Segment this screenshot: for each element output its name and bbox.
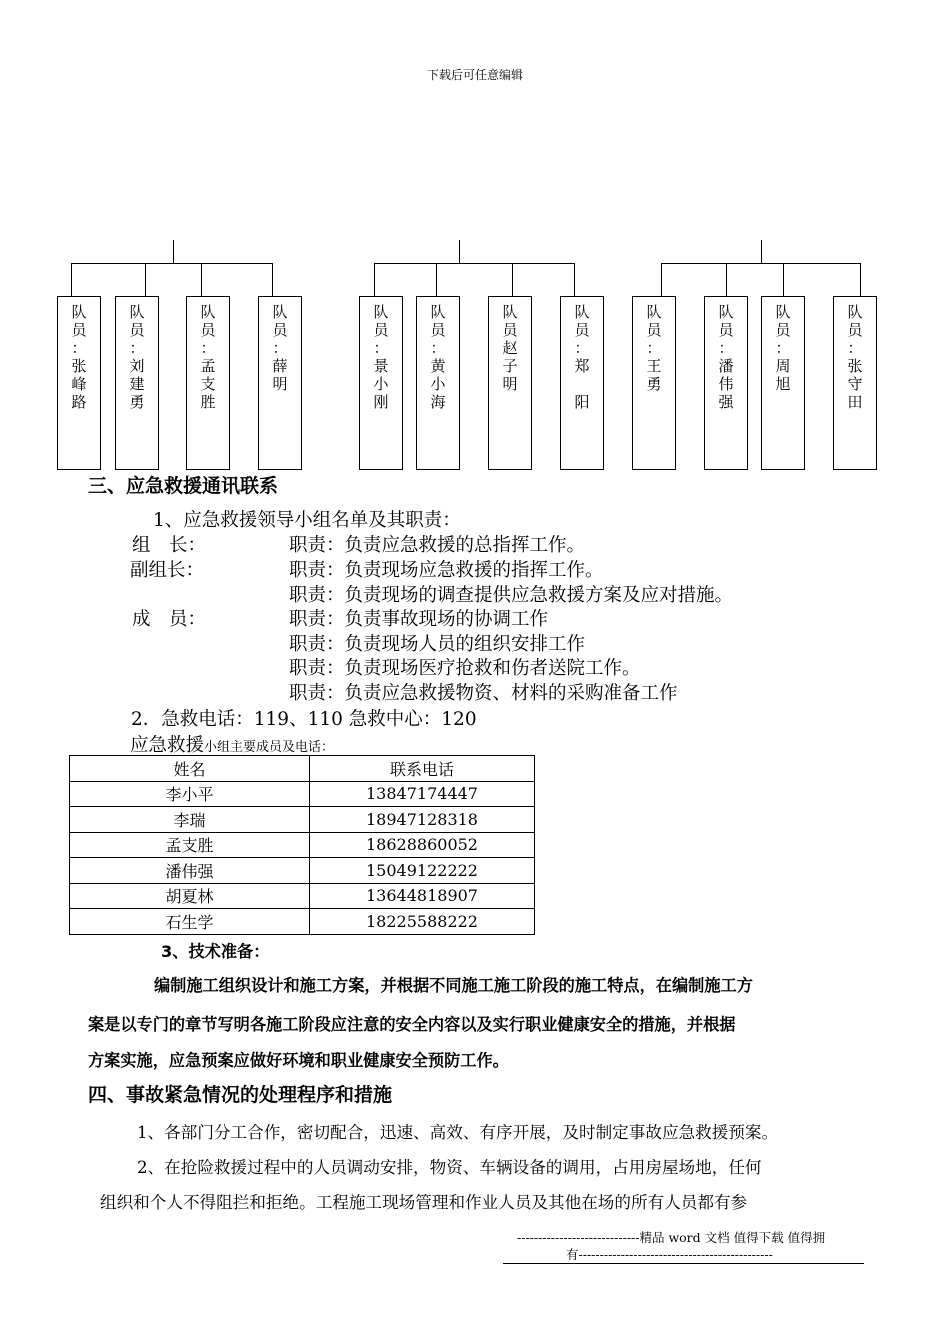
subheading: 1、应急救援领导小组名单及其职责： (153, 510, 461, 531)
member-role (502, 303, 517, 339)
vertical-char: ： (129, 339, 145, 357)
cell-name: 李瑞 (70, 807, 310, 833)
member-name (646, 357, 661, 393)
vertical-char: 守 (847, 375, 863, 393)
vertical-char: 员 (775, 321, 791, 339)
member-name (775, 357, 790, 393)
duty-text: 职责：负责现场医疗抢救和伤者送院工作。 (289, 658, 641, 679)
vertical-char: 队 (574, 303, 590, 321)
vertical-char: ： (775, 339, 791, 357)
vertical-char: 赵 (502, 339, 518, 357)
member-role (373, 303, 388, 357)
contacts-table (69, 755, 535, 935)
table-row (70, 909, 535, 935)
duty-text: 职责：负责应急救援的总指挥工作。 (289, 535, 586, 556)
member-box (488, 296, 532, 470)
vertical-char: ： (373, 339, 389, 357)
vertical-char: 孟 (200, 357, 216, 375)
vertical-char: 支 (200, 375, 216, 393)
vertical-char: 峰 (71, 375, 87, 393)
member-box (560, 296, 604, 470)
vertical-char: 队 (71, 303, 87, 321)
table-caption (130, 731, 334, 757)
paragraph-line: 2、在抢险救援过程中的人员调动安排，物资、车辆设备的调用，占用房屋场地，任何 (137, 1158, 762, 1177)
member-name (718, 357, 733, 411)
vertical-char: 旭 (775, 375, 791, 393)
footer-text: -----------------------------精品 word 文档 值得下载 值得拥 (517, 1230, 826, 1245)
member-box (57, 296, 101, 470)
table-caption-large: 应急救援 (130, 735, 205, 756)
table-row (70, 858, 535, 884)
connector-line (173, 240, 174, 264)
connector-line (661, 263, 861, 264)
table-header-row (70, 756, 535, 782)
duty-text: 职责：负责现场应急救援的指挥工作。 (289, 560, 604, 581)
member-role (847, 303, 862, 357)
member-role (574, 303, 589, 357)
member-box (416, 296, 460, 470)
header-note: 下载后可任意编辑 (426, 68, 523, 82)
cell-name: 胡夏林 (70, 883, 310, 909)
member-box (359, 296, 403, 470)
vertical-char: 员 (71, 321, 87, 339)
member-box (761, 296, 805, 470)
table-row (70, 807, 535, 833)
vertical-char: ： (847, 339, 863, 357)
member-role (272, 303, 287, 357)
table-row (70, 883, 535, 909)
connector-line (272, 263, 273, 296)
vertical-char: 伟 (718, 375, 734, 393)
cell-name: 孟支胜 (70, 832, 310, 858)
member-box (115, 296, 159, 470)
cell-phone: 13644818907 (310, 883, 535, 909)
connector-line (574, 263, 575, 296)
duty-role: 组 长： (132, 535, 207, 556)
member-name (847, 357, 862, 411)
cell-phone: 18225588222 (310, 909, 535, 935)
column-header-name: 姓名 (70, 756, 310, 782)
emergency-phones: 2．急救电话：119、110 急救中心：120 (131, 709, 477, 730)
vertical-char: 员 (272, 321, 288, 339)
vertical-char: 员 (373, 321, 389, 339)
vertical-char: 张 (847, 357, 863, 375)
paragraph-line: 1、各部门分工合作，密切配合，迅速、高效、有序开展，及时制定事故应急救援预案。 (137, 1123, 779, 1142)
vertical-char: 田 (847, 393, 863, 411)
connector-line (783, 263, 784, 296)
vertical-char: ： (646, 339, 662, 357)
member-name (200, 357, 215, 411)
connector-line (374, 263, 375, 296)
member-name (129, 357, 144, 411)
member-role (646, 303, 661, 357)
member-name (430, 357, 445, 411)
member-role (71, 303, 86, 357)
vertical-char: 员 (718, 321, 734, 339)
vertical-char: 张 (71, 357, 87, 375)
vertical-char: 员 (646, 321, 662, 339)
vertical-char: 员 (502, 321, 518, 339)
cell-name: 李小平 (70, 781, 310, 807)
vertical-char: 薛 (272, 357, 288, 375)
vertical-char: 子 (502, 357, 518, 375)
table-row (70, 832, 535, 858)
vertical-char: 队 (775, 303, 791, 321)
vertical-char: 队 (847, 303, 863, 321)
column-header-phone: 联系电话 (310, 756, 535, 782)
vertical-char: 员 (129, 321, 145, 339)
vertical-char: ： (430, 339, 446, 357)
vertical-char: ： (71, 339, 87, 357)
connector-line (71, 263, 72, 296)
cell-name: 石生学 (70, 909, 310, 935)
vertical-char: 景 (373, 357, 389, 375)
paragraph-line: 编制施工组织设计和施工方案，并根据不同施工施工阶段的施工特点，在编制施工方 (154, 976, 753, 995)
cell-phone: 18947128318 (310, 807, 535, 833)
member-role (718, 303, 733, 357)
member-name (502, 339, 517, 393)
vertical-char: 刚 (373, 393, 389, 411)
duty-text: 职责：负责现场的调查提供应急救援方案及应对措施。 (289, 585, 734, 606)
member-role (200, 303, 215, 357)
cell-name: 潘伟强 (70, 858, 310, 884)
member-box (833, 296, 877, 470)
paragraph-line: 组织和个人不得阻拦和拒绝。工程施工现场管理和作业人员及其他在场的所有人员都有参 (100, 1193, 748, 1212)
vertical-char: 队 (502, 303, 518, 321)
connector-line (374, 263, 575, 264)
vertical-char: 队 (373, 303, 389, 321)
vertical-char: ： (718, 339, 734, 357)
member-role (430, 303, 445, 357)
footer-rule (503, 1263, 864, 1264)
connector-line (726, 263, 727, 296)
vertical-char: 小 (373, 375, 389, 393)
connector-line (761, 240, 762, 264)
member-role (129, 303, 144, 357)
vertical-char: 明 (502, 375, 518, 393)
member-box (258, 296, 302, 470)
member-name (272, 357, 287, 393)
vertical-char: 队 (129, 303, 145, 321)
connector-line (860, 263, 861, 296)
connector-line (661, 263, 662, 296)
member-name (373, 357, 388, 411)
member-box (186, 296, 230, 470)
vertical-char: 刘 (129, 357, 145, 375)
vertical-char: 潘 (718, 357, 734, 375)
vertical-char: 队 (200, 303, 216, 321)
vertical-char: 队 (272, 303, 288, 321)
connector-line (71, 263, 273, 264)
duty-role: 成 员： (132, 609, 207, 630)
vertical-char: 队 (718, 303, 734, 321)
vertical-char: 员 (847, 321, 863, 339)
vertical-char: 王 (646, 357, 662, 375)
duty-text: 职责：负责事故现场的协调工作 (289, 609, 549, 630)
vertical-char: ： (200, 339, 216, 357)
vertical-char: 周 (775, 357, 791, 375)
vertical-char: ： (272, 339, 288, 357)
table-caption-small: 小组主要成员及电话： (204, 740, 335, 755)
vertical-char: 强 (718, 393, 734, 411)
member-box (704, 296, 748, 470)
cell-phone: 13847174447 (310, 781, 535, 807)
duty-text: 职责：负责现场人员的组织安排工作 (289, 634, 586, 655)
connector-line (436, 263, 437, 296)
paragraph-line: 案是以专门的章节写明各施工阶段应注意的安全内容以及实行职业健康安全的措施，并根据 (88, 1015, 736, 1034)
vertical-char: 队 (646, 303, 662, 321)
table-row (70, 781, 535, 807)
cell-phone: 18628860052 (310, 832, 535, 858)
connector-line (145, 263, 146, 296)
paragraph-line: 方案实施，应急预案应做好环境和职业健康安全预防工作。 (88, 1051, 509, 1070)
vertical-char: ： (574, 339, 590, 357)
connector-line (512, 263, 513, 296)
connector-line (459, 240, 460, 264)
vertical-char: 阳 (574, 393, 590, 411)
vertical-char: 小 (430, 375, 446, 393)
duty-role: 副组长： (130, 560, 205, 581)
subheading: 3、技术准备： (161, 942, 270, 961)
vertical-char: 建 (129, 375, 145, 393)
member-name (574, 357, 589, 411)
vertical-char: 路 (71, 393, 87, 411)
vertical-char: 勇 (646, 375, 662, 393)
member-role (775, 303, 790, 357)
vertical-char: 员 (574, 321, 590, 339)
member-name (71, 357, 86, 411)
section-heading: 四、事故紧急情况的处理程序和措施 (88, 1084, 393, 1106)
vertical-char: 勇 (129, 393, 145, 411)
vertical-char: 郑 (574, 357, 590, 375)
member-box (632, 296, 676, 470)
vertical-char (574, 375, 589, 393)
vertical-char: 员 (200, 321, 216, 339)
cell-phone: 15049122222 (310, 858, 535, 884)
connector-line (201, 263, 202, 296)
section-heading: 三、应急救援通讯联系 (88, 475, 279, 497)
vertical-char: 员 (430, 321, 446, 339)
vertical-char: 黄 (430, 357, 446, 375)
footer-text: 有---------------------------------------------- (566, 1247, 773, 1262)
vertical-char: 明 (272, 375, 288, 393)
vertical-char: 海 (430, 393, 446, 411)
vertical-char: 胜 (200, 393, 216, 411)
duty-text: 职责：负责应急救援物资、材料的采购准备工作 (289, 683, 678, 704)
vertical-char: 队 (430, 303, 446, 321)
